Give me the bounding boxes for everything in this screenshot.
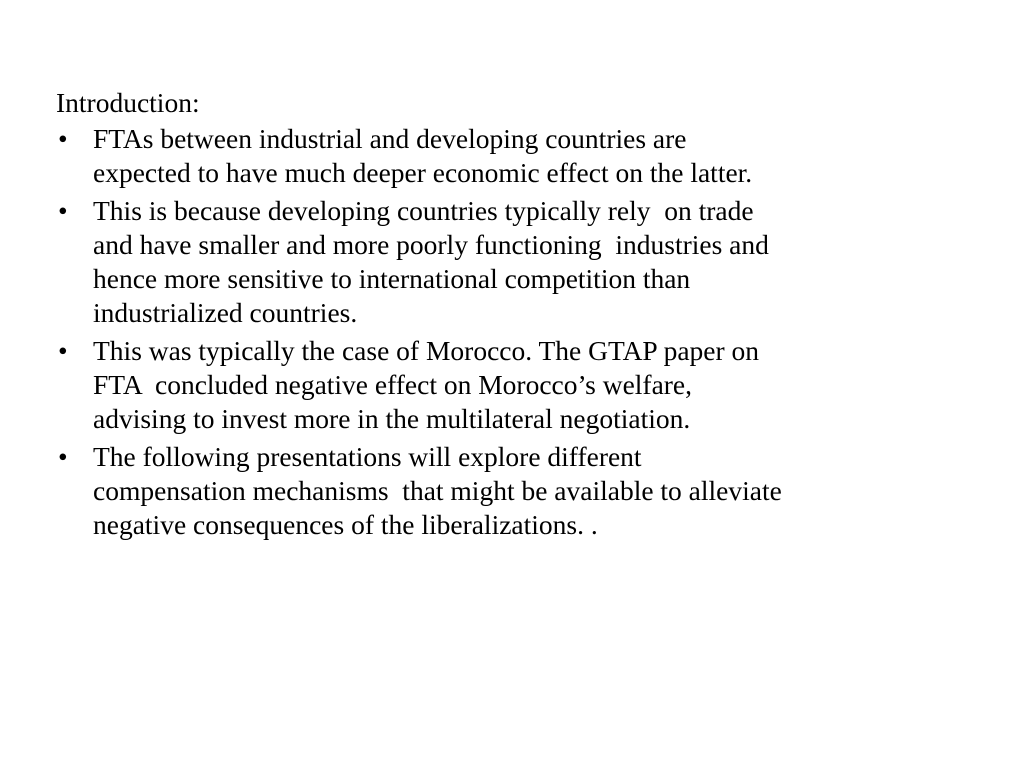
- bullet-line: industrialized countries.: [93, 297, 358, 328]
- slide-heading: Introduction:: [56, 87, 200, 118]
- bullet-icon: •: [58, 123, 68, 154]
- slide-content: [56, 86, 966, 546]
- bullet-item: [56, 440, 966, 542]
- bullet-line: FTA concluded negative effect on Morocco’s welfare,: [93, 369, 693, 400]
- bullet-line: This is because developing countries typically rely on trade: [93, 195, 754, 226]
- bullet-line: expected to have much deeper economic effect on the latter.: [93, 157, 753, 188]
- bullet-item: [56, 122, 966, 190]
- bullet-icon: •: [58, 441, 68, 472]
- bullet-line: and have smaller and more poorly functioning industries and: [93, 229, 769, 260]
- bullet-icon: •: [58, 195, 68, 226]
- bullet-line: The following presentations will explore different: [93, 441, 642, 472]
- bullet-line: This was typically the case of Morocco. The GTAP paper on: [93, 335, 760, 366]
- bullet-line: FTAs between industrial and developing countries are: [93, 123, 687, 154]
- bullet-item: [56, 334, 966, 436]
- bullet-line: advising to invest more in the multilateral negotiation.: [93, 403, 691, 434]
- bullet-icon: •: [58, 335, 68, 366]
- bullet-line: compensation mechanisms that might be available to alleviate: [93, 475, 782, 506]
- bullet-line: negative consequences of the liberalizations. .: [93, 509, 598, 540]
- bullet-item: [56, 194, 966, 330]
- bullet-line: hence more sensitive to international competition than: [93, 263, 691, 294]
- bullet-list: [56, 122, 966, 542]
